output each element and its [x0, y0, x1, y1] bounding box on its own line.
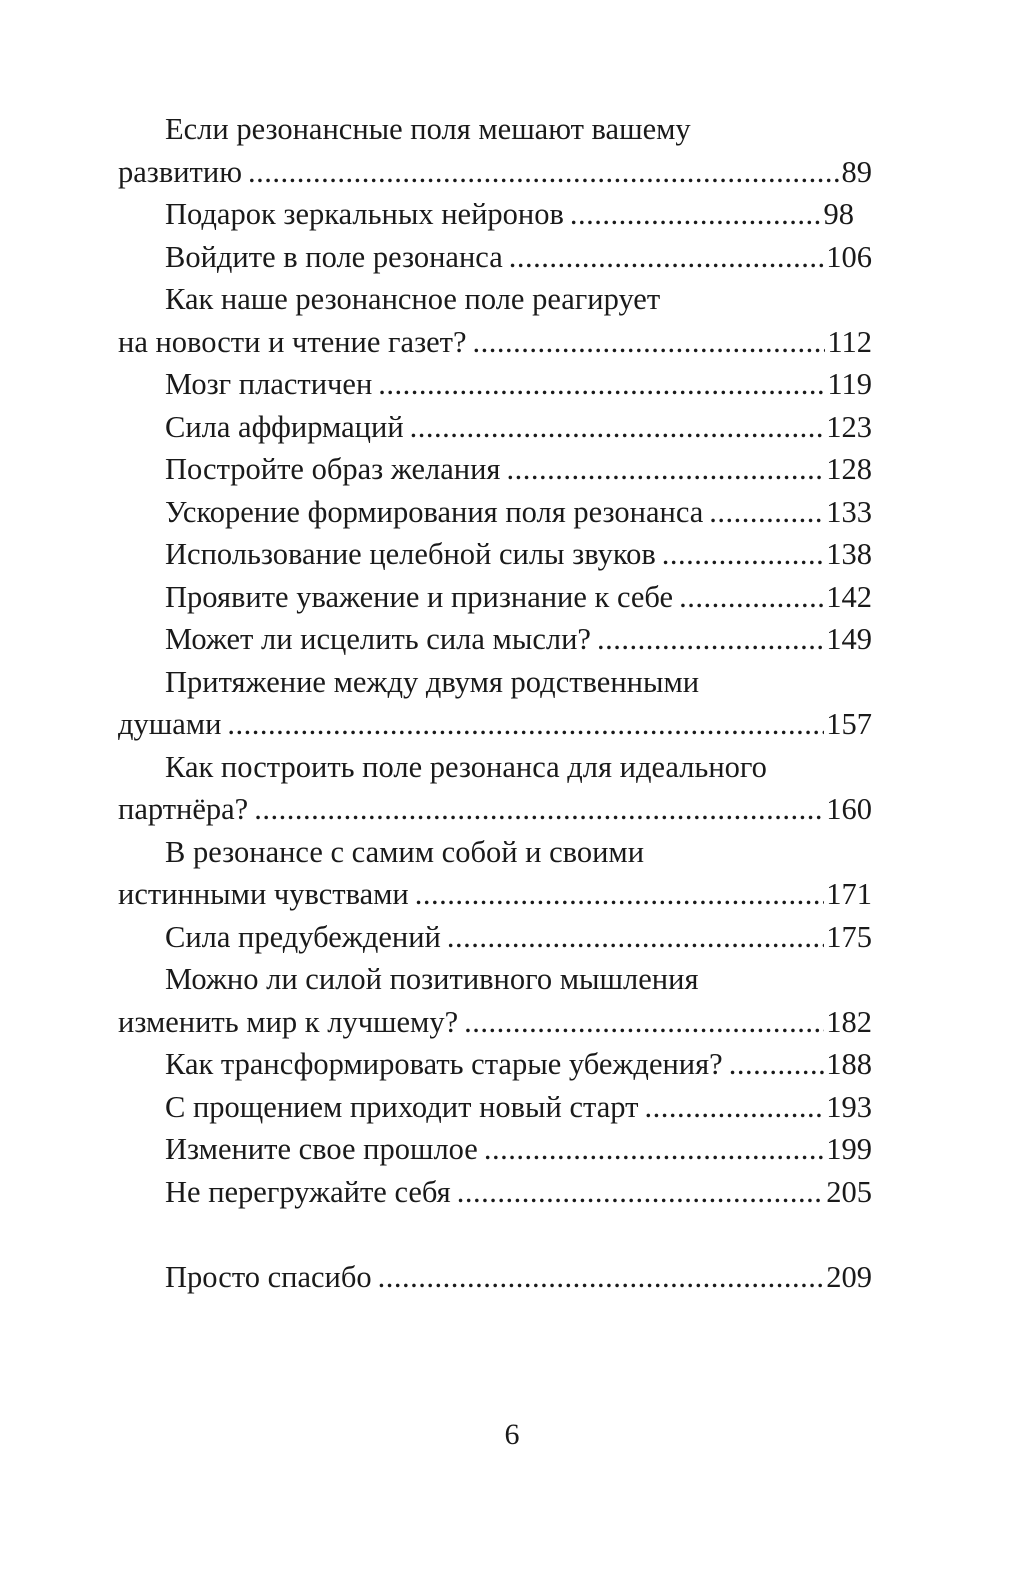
- toc-page-number: 209: [826, 1259, 872, 1294]
- toc-page-number: 175: [826, 919, 872, 954]
- toc-entry: [118, 958, 872, 1043]
- toc-page-number: 157: [826, 707, 872, 741]
- toc-entry-title-line: Притяжение между двумя родственными: [165, 664, 700, 699]
- dot-leader: [447, 916, 824, 959]
- toc-entry: [118, 193, 872, 236]
- toc-entry-title: истинными чувствами: [118, 877, 409, 911]
- toc-entry-title: Использование целебной силы звуков: [165, 537, 656, 571]
- toc-entry-row: [118, 703, 872, 746]
- toc-page-number: 193: [826, 1089, 872, 1124]
- toc-entry-title: Просто спасибо: [165, 1259, 372, 1294]
- toc-entry-row: [118, 1171, 872, 1214]
- table-of-contents: [118, 108, 872, 1298]
- toc-page-number: 138: [826, 537, 872, 571]
- dot-leader: [709, 491, 824, 534]
- dot-leader: [644, 1086, 824, 1129]
- toc-page-number: 182: [826, 1004, 872, 1039]
- toc-page-number: 119: [827, 367, 872, 401]
- toc-entry-title: Не перегружайте себя: [165, 1174, 451, 1209]
- dot-leader: [679, 576, 824, 619]
- dot-leader: [227, 703, 824, 746]
- toc-entry: [118, 916, 872, 959]
- toc-entry-row: [118, 406, 872, 449]
- toc-page-number: 133: [826, 494, 872, 529]
- dot-leader: [254, 788, 824, 831]
- dot-leader: [410, 406, 825, 449]
- toc-entry-title: Ускорение формирования поля резонанса: [165, 494, 704, 529]
- dot-leader: [509, 236, 825, 279]
- toc-page-number: 123: [826, 409, 872, 444]
- toc-page-number: 160: [826, 792, 872, 826]
- toc-entry: [118, 1043, 872, 1086]
- toc-entry: [118, 363, 872, 406]
- toc-page-number: 98: [823, 197, 854, 231]
- toc-entry-title: на новости и чтение газет?: [118, 324, 467, 359]
- toc-page-number: 89: [841, 154, 872, 189]
- toc-entry-title-line: Как наше резонансное поле реагирует: [165, 282, 661, 316]
- toc-page-number: 112: [827, 324, 872, 359]
- toc-entry-title: душами: [118, 707, 222, 741]
- dot-leader: [378, 363, 825, 406]
- toc-entry: [118, 1256, 872, 1299]
- toc-entry-title: изменить мир к лучшему?: [118, 1004, 459, 1039]
- dot-leader: [506, 448, 824, 491]
- toc-page-number: 142: [826, 579, 872, 614]
- toc-entry-row: [118, 533, 872, 576]
- toc-entry-row: [118, 788, 872, 831]
- toc-entry-title-line: В резонансе с самим собой и своими: [165, 834, 645, 869]
- dot-leader: [729, 1043, 825, 1086]
- toc-entry-row: [118, 1256, 872, 1299]
- toc-page-number: 205: [826, 1174, 872, 1209]
- page-number: 6: [504, 1418, 520, 1451]
- toc-page-number: 149: [826, 622, 872, 656]
- toc-entry: [118, 108, 872, 193]
- toc-entry: [118, 448, 872, 491]
- toc-entry-title: развитию: [118, 154, 242, 189]
- toc-entry-row: [118, 1001, 872, 1044]
- toc-entry: [118, 746, 872, 831]
- toc-entry: [118, 618, 872, 661]
- toc-entry-row: [118, 363, 872, 406]
- toc-page-number: 188: [826, 1047, 872, 1081]
- toc-entry: [118, 1086, 872, 1129]
- dot-leader: [457, 1171, 825, 1214]
- toc-entry: [118, 1128, 872, 1171]
- toc-entry: [118, 278, 872, 363]
- dot-leader: [570, 193, 822, 236]
- toc-entry-row: [118, 151, 872, 194]
- dot-leader: [597, 618, 824, 661]
- toc-entry-title: Сила аффирмаций: [165, 409, 404, 444]
- toc-entry-row: [118, 1043, 872, 1086]
- dot-leader: [484, 1128, 824, 1171]
- toc-entry-title: Войдите в поле резонанса: [165, 239, 503, 274]
- toc-page-number: 171: [826, 877, 872, 911]
- toc-entry-title: Может ли исцелить сила мысли?: [165, 622, 591, 656]
- dot-leader: [415, 873, 825, 916]
- dot-leader: [248, 151, 840, 194]
- toc-entry: [118, 236, 872, 279]
- toc-entry-row: [118, 618, 872, 661]
- toc-entry-row: [118, 491, 872, 534]
- toc-entry-row: [118, 448, 872, 491]
- toc-entry-title: Мозг пластичен: [165, 367, 373, 401]
- toc-entry-row: [118, 236, 872, 279]
- toc-entry-title-line: Как построить поле резонанса для идеального: [165, 749, 767, 784]
- toc-entry: [118, 533, 872, 576]
- dot-leader: [662, 533, 824, 576]
- toc-entry: [118, 406, 872, 449]
- toc-entry-title: Проявите уважение и признание к себе: [165, 579, 674, 614]
- toc-entry: [118, 661, 872, 746]
- toc-entry-title: партнёра?: [118, 792, 249, 826]
- toc-entry-row: [118, 916, 872, 959]
- dot-leader: [473, 321, 826, 364]
- toc-entry: [118, 1171, 872, 1214]
- toc-entry: [118, 491, 872, 534]
- toc-entry-title-line: Можно ли силой позитивного мышления: [165, 962, 699, 996]
- toc-entry-row: [118, 576, 872, 619]
- toc-entry-title: Подарок зеркальных нейронов: [165, 197, 564, 231]
- toc-entry-row: [118, 321, 872, 364]
- toc-entry: [118, 576, 872, 619]
- toc-entry-row: [118, 1128, 872, 1171]
- toc-entry-row: [118, 873, 872, 916]
- toc-entry-row: [118, 193, 854, 236]
- dot-leader: [378, 1256, 825, 1299]
- toc-entry-title: Сила предубеждений: [165, 919, 441, 954]
- toc-entry-title: С прощением приходит новый старт: [165, 1089, 639, 1124]
- toc-page-number: 128: [826, 452, 872, 486]
- toc-page-number: 199: [826, 1132, 872, 1166]
- dot-leader: [464, 1001, 824, 1044]
- toc-entry-title: Как трансформировать старые убеждения?: [165, 1047, 723, 1081]
- toc-entry-title-line: Если резонансные поля мешают вашему: [165, 112, 691, 146]
- toc-entry-title: Постройте образ желания: [165, 452, 501, 486]
- toc-page-number: 106: [826, 239, 872, 274]
- toc-entry-title: Измените свое прошлое: [165, 1132, 478, 1166]
- toc-entry: [118, 831, 872, 916]
- toc-entry-row: [118, 1086, 872, 1129]
